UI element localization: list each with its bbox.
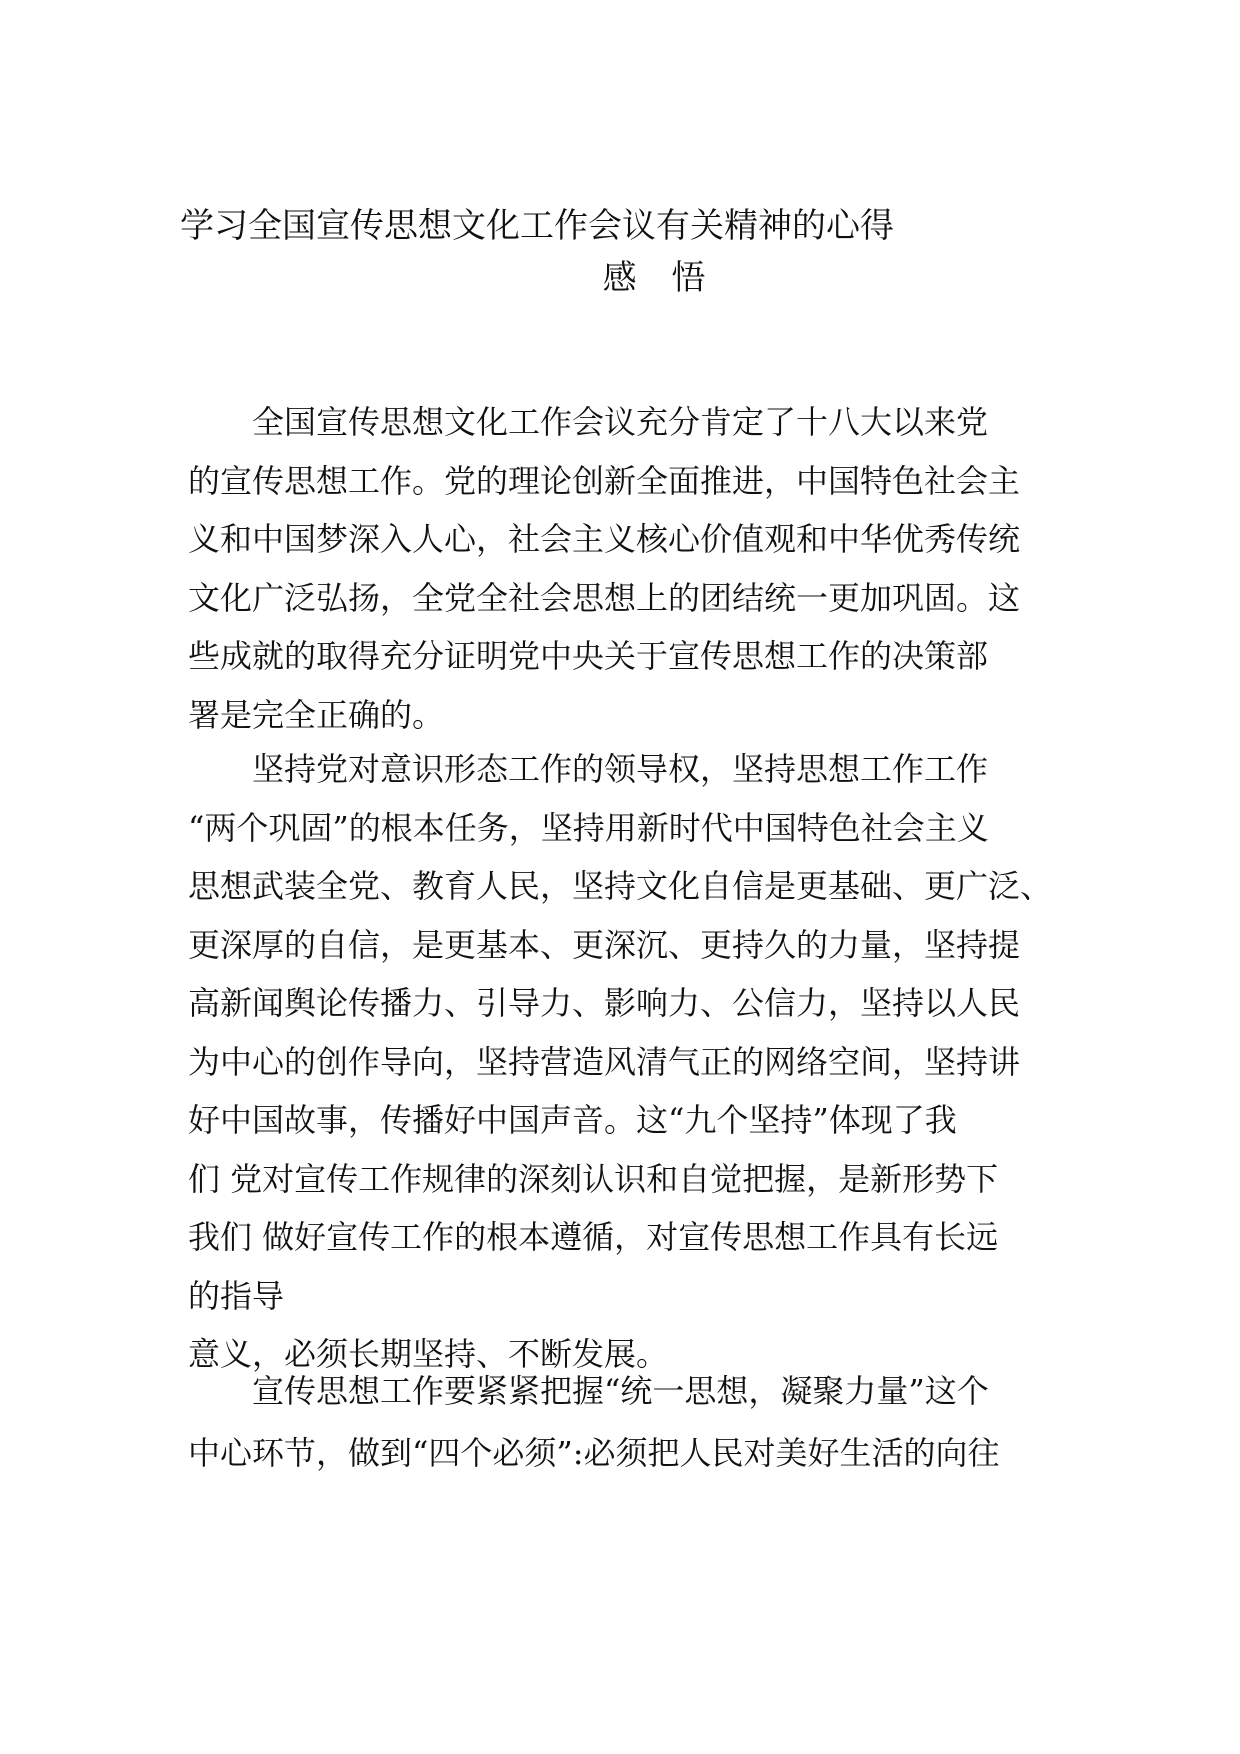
- paragraph-line: 好中国故事，传播好中国声音。这“九个坚持”体现了我: [188, 1101, 957, 1139]
- paragraph-line: 中心环节，做到“四个必须”:必须把人民对美好生活的向往: [188, 1434, 1000, 1472]
- paragraph-line: 的指导: [188, 1276, 285, 1315]
- paragraph-line: 坚持党对意识形态工作的领导权，坚持思想工作工作: [252, 750, 989, 788]
- paragraph-line: 更深厚的自信，是更基本、更深沉、更持久的力量，坚持提: [188, 925, 1021, 964]
- paragraph-line: 为中心的创作导向，坚持营造风清气正的网络空间，坚持讲: [188, 1042, 1021, 1081]
- paragraph-line: 全国宣传思想文化工作会议充分肯定了十八大以来党: [252, 403, 989, 441]
- paragraph-3: [188, 1362, 1068, 1486]
- paragraph-2: [188, 740, 1068, 1384]
- paragraph-line: 思想武装全党、教育人民，坚持文化自信是更基础、更广泛、: [188, 867, 1053, 905]
- title-line-1: 学习全国宣传思想文化工作会议有关精神的心得: [180, 206, 894, 246]
- document-title: [180, 200, 1060, 304]
- paragraph-line: 文化广泛弘扬，全党全社会思想上的团结统一更加巩固。这: [188, 578, 1021, 617]
- paragraph-line: 高新闻舆论传播力、引导力、影响力、公信力，坚持以人民: [188, 984, 1021, 1022]
- paragraph-line: 义和中国梦深入人心，社会主义核心价值观和中华优秀传统: [188, 520, 1021, 558]
- paragraph-line: 宣传思想工作要紧紧把握“统一思想，凝聚力量”这个: [252, 1372, 989, 1410]
- paragraph-line: 们 党对宣传工作规律的深刻认识和自觉把握，是新形势下: [188, 1159, 999, 1198]
- title-line-2: 感 悟: [602, 258, 718, 298]
- paragraph-line: 些成就的取得充分证明党中央关于宣传思想工作的决策部: [188, 637, 989, 675]
- paragraph-line: 我们 做好宣传工作的根本遵循，对宣传思想工作具有长远: [188, 1218, 999, 1256]
- paragraph-line: “两个巩固”的根本任务，坚持用新时代中国特色社会主义: [188, 808, 989, 847]
- paragraph-line: 意义，必须长期坚持、不断发展。: [188, 1335, 669, 1373]
- paragraph-1: [188, 393, 1068, 744]
- paragraph-line: 署是完全正确的。: [188, 695, 445, 734]
- paragraph-line: 的宣传思想工作。党的理论创新全面推进，中国特色社会主: [188, 461, 1021, 500]
